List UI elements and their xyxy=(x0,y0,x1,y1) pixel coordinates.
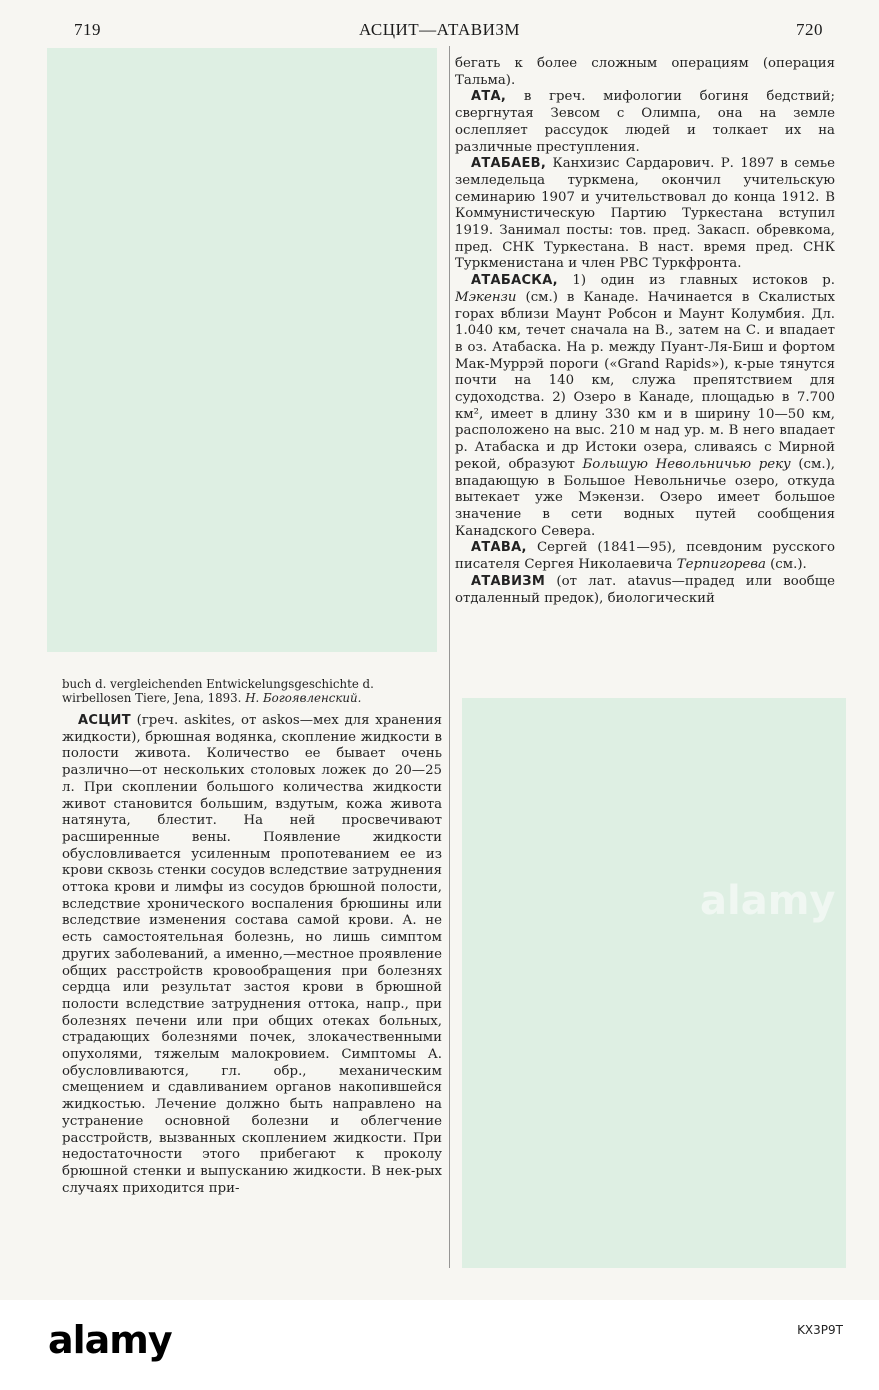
column-divider xyxy=(449,46,450,1268)
watermark: alamy xyxy=(700,878,836,924)
reference-line xyxy=(62,691,442,705)
entry-body: (греч. askites, от askos—мех для хранения жидкости), брюшная водянка, скопление жидкости в полости живота. Количество ее бывает очень различно—от нескольких столовых ложек до 20—25 л. При скоплении большого количества жидкости живот становится большим, вздутым, кожа живота натянута, блестит. На ней просвечивают расширенные вены. Появление жидкости обусловливается усиленным пропотеванием ее из крови сквозь стенки сосудов вследствие затруднения оттока крови и лимфы из сосудов брюшной полости, вследствие хронического воспаления брюшины или вследствие изменения состава самой крови. А. не есть самостоятельная болезнь, но лишь симптом других заболеваний, а именно,—местное проявление общих расстройств кровообращения при болезнях сердца или результат застоя крови в брюшной полости вследствие затруднения оттока, напр., при болезнях печени или при общих отеках больных, страдающих болезнями почек, злокачественными опухолями, тяжелым малокровием. Симптомы А. обусловливаются, гл. обр., механическим смещением и сдавливанием органов накопившейся жидкостью. Лечение должно быть направлено на устранение основной болезни и облегчение расстройств, вызванных скоплением жидкости. При недостаточности этого прибегают к проколу брюшной стенки и выпусканию жидкости. В нек-рых случаях приходится при- xyxy=(62,713,442,1196)
entry-body: Канхизис Сардарович. Р. 1897 в семье земледельца туркмена, окончил учительскую семинарию 1907 и учительствовал до конца 1912. В Коммунистическую Партию Туркестана вступил 1919. Занимал посты: тов. пред. Закасп. обревкома, пред. СНК Туркестана. В наст. время пред. СНК Туркменистана и член РВС Туркфронта. xyxy=(455,156,835,272)
entry-headword: АТАВИЗМ xyxy=(471,573,546,589)
image-code xyxy=(797,1322,843,1339)
image-placeholder-right xyxy=(462,698,846,1268)
entry-atabaev xyxy=(455,156,835,273)
entry-headword: АТАБАЕВ, xyxy=(471,156,547,172)
reference-text: wirbellosen Tiere, Jena, 1893. xyxy=(62,691,242,706)
entry-atava xyxy=(455,540,835,573)
entry-crossref: Большую Невольничью реку xyxy=(582,456,791,472)
reference-author: Н. Богоявленский. xyxy=(245,691,362,706)
entry-headword: АТАБАСКА, xyxy=(471,273,558,289)
entry-continuation: бегать к более сложным операциям (операция Тальма). xyxy=(455,56,835,88)
entry-body: (от лат. atavus—прадед или вообще отдаленный предок), биологический xyxy=(455,573,835,606)
page-number-left: 719 xyxy=(74,20,101,39)
entry-ascit xyxy=(62,713,442,1197)
entry-ata xyxy=(455,89,835,156)
image-id: KX3P9T xyxy=(797,1323,843,1337)
entry-body: в греч. мифологии богиня бедствий; свергнутая Зевсом с Олимпа, она на земле ослепляет рассудок людей и толкает их на различные преступления. xyxy=(455,89,835,155)
stock-logo: alamy xyxy=(48,1318,172,1362)
entry-crossref: Терпигорева xyxy=(676,557,766,573)
right-column-text xyxy=(455,56,835,607)
page-running-title: АСЦИТ—АТАВИЗМ xyxy=(358,20,521,39)
reference-line: buch d. vergleichenden Entwickelungsgeschichte d. xyxy=(62,677,374,691)
entry-body: (см.) в Канаде. Начинается в Скалистых горах вблизи Маунт Робсон и Маунт Колумбия. Дл. 1.040 км, течет сначала на В., затем на С. и впадает в оз. Атабаска. На р. между Пуант-Ля-Биш и фортом Мак-Муррэй пороги («Grand Rapids»), к-рые тянутся почти на 140 км, служа препятствием для судоходства. 2) Озеро в Канаде, площадью в 7.700 км², имеет в длину 330 км и в ширину 10—50 км, расположено на выс. 210 м над ур. м. В него впадает р. Атабаска и др Истоки озера, сливаясь с Мирной рекой, образуют xyxy=(455,289,835,472)
entry-body: Сергей (1841—95), псевдоним русского писателя Сергея Николаевича xyxy=(455,540,835,573)
entry-body: 1) один из главных истоков р. xyxy=(572,273,836,289)
entry-atabaska xyxy=(455,273,835,540)
image-placeholder-left xyxy=(47,48,437,652)
entry-headword: АТАВА, xyxy=(471,540,527,556)
entry-crossref: Мэкензи xyxy=(455,289,517,305)
page-number-right: 720 xyxy=(796,20,823,39)
left-column-references xyxy=(62,677,442,705)
entry-atavizm xyxy=(455,574,835,607)
entry-headword: АТА, xyxy=(471,89,507,105)
entry-body: (см.), впадающую в Большое Невольничье озеро, откуда вытекает уже Мэкензи. Озеро имеет большое значение в сети водных путей сообщения Канадского Севера. xyxy=(455,456,835,539)
entry-headword: АСЦИТ xyxy=(78,713,131,728)
entry-body: (см.). xyxy=(770,557,807,573)
left-column-text xyxy=(62,713,442,1197)
